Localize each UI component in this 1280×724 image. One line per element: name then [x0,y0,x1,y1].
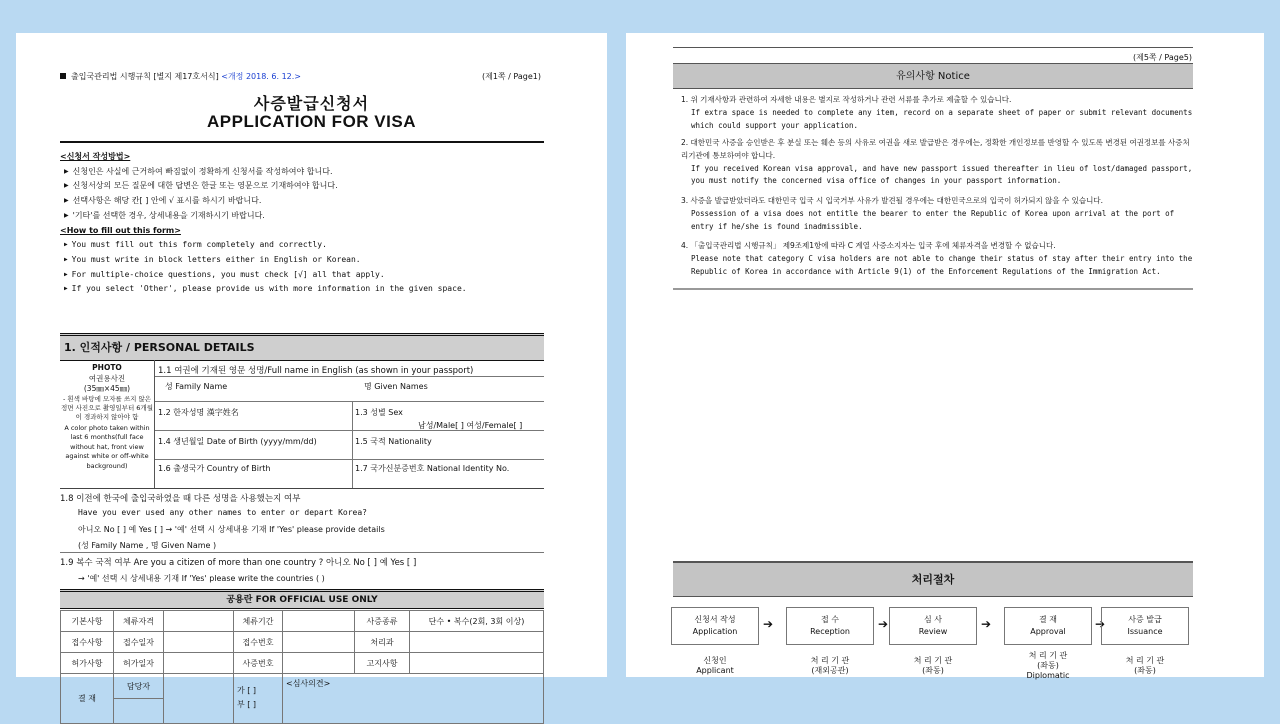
notice-item-3: 3. 사증을 발급받았더라도 대한민국 입국 시 입국거부 사유가 발견될 경우에는 대한민국으로의 입국이 허가되지 않을 수 있습니다. Possession of a visa does not entitle the bearer to enter the Republic of Korea upon arrival at the port of entry if he/she is found inadmissible. [681,196,1175,231]
instructions-heading-en: <How to fill out this form> [60,225,181,235]
instruction-item: ▶ You must fill out this form completely and correctly. [64,240,327,250]
notice-header: 유의사항 Notice [673,63,1193,89]
step-reception: 접 수 Reception [786,607,874,645]
procedure-header: 처리절차 [673,561,1193,597]
application-form-page-5 [626,33,1264,680]
step-application: 신청서 작성 Application [671,607,759,645]
field-national-id[interactable]: 1.7 국가신분증번호 National Identity No. [355,464,510,473]
arrow-right-icon: ➔ [1095,617,1106,631]
instruction-item: ▶ 신청서상의 모든 질문에 대한 답변은 한글 또는 영문으로 기재하여야 합니다. [64,181,338,191]
sex-options[interactable]: 남성/Male[ ] 여성/Female[ ] [418,421,523,430]
page-number: (제5쪽 / Page5) [1132,53,1192,62]
field-full-name: 1.1 여권에 기재된 영문 성명/Full name in English (as shown in your passport) [158,366,474,376]
arrow-right-icon: ➔ [981,617,992,631]
notice-item-1: 1. 위 기재사항과 관련하여 자세한 내용은 별지로 작성하거나 관련 서류를 추가로 제출할 수 있습니다. If extra space is needed to complete any item, record on a separate sheet of paper or submit relevant documents which could support your application. [681,95,1193,130]
section-personal-details-header: 1. 인적사항 / PERSONAL DETAILS [60,333,544,361]
instruction-item: ▶ '기타'를 선택한 경우, 상세내용을 기재하시기 바랍니다. [64,210,265,220]
field-chinese-name[interactable]: 1.2 한자성명 漢字姓名 [158,408,239,417]
field-nationality[interactable]: 1.5 국적 Nationality [355,437,432,446]
instruction-item: ▶ For multiple-choice questions, you must check [√] all that apply. [64,269,385,279]
top-divider [673,47,1193,48]
q-other-names-en: Have you ever used any other names to enter or depart Korea? [78,508,367,517]
table-row: 기본사항 체류자격 체류기간 사증종류 단수 • 복수(2회, 3회 이상) [61,611,544,632]
q-other-names-fields[interactable]: (성 Family Name , 명 Given Name ) [78,541,217,550]
step-actor: 처 리 기 관 (좌동) [913,656,953,675]
step-review: 심 사 Review [889,607,977,645]
photo-size: (35㎜×45㎜) [83,384,131,393]
notice-bottom-divider [673,288,1193,290]
instructions-heading-ko: <신청서 작성방법> [60,152,131,161]
form-title-korean: 사증발급신청서 [253,94,370,113]
regulation-label: 출입국관리법 시행규칙 [별지 제17호서식] [71,72,219,81]
photo-box [60,360,155,488]
form-title-english: APPLICATION FOR VISA [207,112,416,131]
q-multiple-citizenship[interactable]: 1.9 복수 국적 여부 Are you a citizen of more than one country ? 아니오 No [ ] 예 Yes [ ] [60,558,417,568]
field-family-name[interactable]: 성 Family Name [165,382,228,391]
photo-label-ko: 여권용사진 [88,373,126,383]
arrow-right-icon: ➔ [878,617,889,631]
table-row: 접수사항 접수일자 접수번호 처리과 [61,632,544,653]
instruction-item: ▶ You must write in block letters either in English or Korean. [64,254,361,264]
application-form-page-1 [16,33,607,709]
field-date-of-birth[interactable]: 1.4 생년월일 Date of Birth (yyyy/mm/dd) [158,437,317,446]
field-given-names[interactable]: 명 Given Names [364,382,428,391]
step-approval: 결 재 Approval [1004,607,1092,645]
official-use-header: 공용란 FOR OFFICIAL USE ONLY [60,589,544,609]
photo-desc-ko: - 흰색 바탕에 모자를 쓰지 않은 정면 사진으로 촬영일부터 6개월이 경과하지 않아야 함 [61,394,153,421]
step-actor: 신청인 Applicant [696,656,734,675]
title-divider [60,141,544,143]
table-row: 허가사항 허가일자 사증번호 고지사항 [61,653,544,674]
q-other-names-options[interactable]: 아니오 No [ ] 예 Yes [ ] → '예' 선택 시 상세내용 기재 If 'Yes' please provide details [78,525,385,534]
instruction-item: ▶ 선택사항은 해당 칸[ ] 안에 √ 표시를 하시기 바랍니다. [64,196,262,206]
step-actor: 처 리 기 관 (좌동) Diplomatic [1026,651,1070,680]
step-actor: 처 리 기 관 (좌동) [1125,656,1165,675]
field-country-of-birth[interactable]: 1.6 출생국가 Country of Birth [158,464,271,473]
q-other-names-title: 1.8 이전에 한국에 출입국하였을 때 다른 성명을 사용했는지 여부 [60,494,301,504]
notice-item-2: 2. 대한민국 사증을 승인받은 후 분실 또는 훼손 등의 사유로 여권을 새로 발급받은 경우에는, 정확한 개인정보를 반영할 수 있도록 변경된 여권정보를 사증처리기관에 통보하여야 합니다. If you received Korean visa approval, and have new passport issued thereafter in lieu of lost/damaged passport, you must notify the concerned visa office of changes in your passport information. [681,138,1193,186]
step-actor: 처 리 기 관 (재외공관) [810,656,850,675]
photo-desc-en: A color photo taken within last 6 months(full face without hat, front view against white or off-white background) [64,423,150,470]
field-sex: 1.3 성별 Sex [355,408,403,417]
page-number: (제1쪽 / Page1) [481,72,541,81]
step-issuance: 사증 발급 Issuance [1101,607,1189,645]
arrow-right-icon: ➔ [763,617,774,631]
notice-item-4: 4. 「출입국관리법 시행규칙」 제9조제1항에 따라 C 계열 사증소지자는 입국 후에 체류자격을 변경할 수 없습니다. Please note that category C visa holders are not able to change their status of stay after their entry into the Republic of Korea in accordance with Article 9(1) of the Enforcement Regulations of the Immigration Act. [681,241,1193,276]
instruction-item: ▶ 신청인은 사실에 근거하여 빠짐없이 정확하게 신청서를 작성하여야 합니다. [64,166,333,176]
instruction-item: ▶ If you select 'Other', please provide us with more information in the given space. [64,284,467,294]
photo-label: PHOTO [92,363,122,372]
q-multiple-citizenship-detail[interactable]: → '예' 선택 시 상세내용 기재 If 'Yes' please write the countries ( ) [78,574,325,583]
official-use-table [60,610,544,724]
revision-date: <개정 2018. 6. 12.> [221,72,301,81]
bullet-square-icon [60,73,66,79]
table-row: 결 재 담당자 가 [ ] 부 [ ] <심사의견> [61,674,544,699]
instructions-korean [60,150,544,297]
